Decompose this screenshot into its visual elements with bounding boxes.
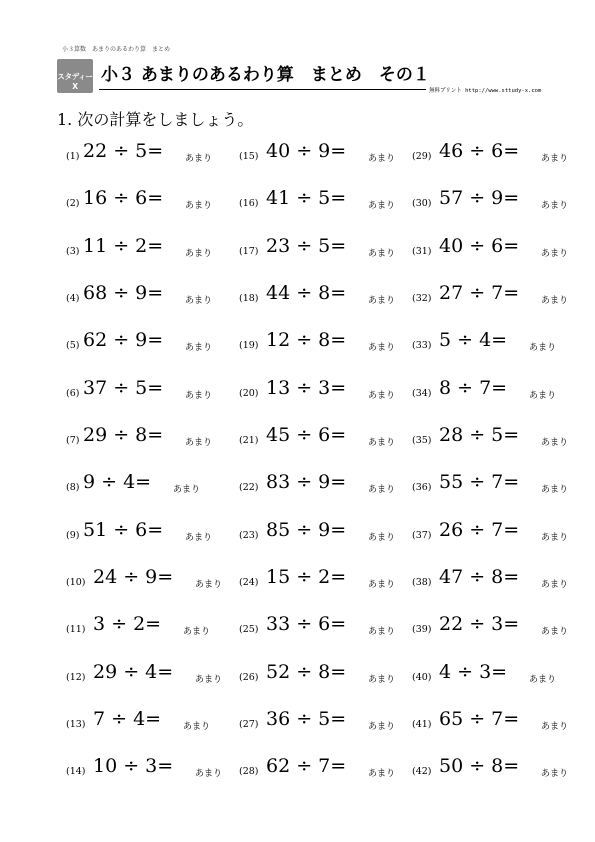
problem-expression: 8 ÷ 7= [439,376,508,399]
remainder-label: あまり [368,343,396,354]
problem-expression: 16 ÷ 6= [83,187,164,210]
problem-expression: 23 ÷ 5= [266,234,347,257]
problem-item [239,613,399,660]
problem-expression: 36 ÷ 5= [266,707,347,730]
problem-number: (14) [66,766,86,778]
remainder-label: あまり [183,721,211,732]
problem-number: (12) [66,671,86,683]
remainder-label: あまり [368,201,396,212]
remainder-label: あまり [368,532,396,543]
problem-number: (36) [412,482,432,494]
problem-item [239,282,399,329]
remainder-label: あまり [541,769,569,780]
remainder-label: あまり [368,248,396,259]
problem-number: (42) [412,766,432,778]
remainder-label: あまり [541,579,569,590]
problem-number: (25) [239,624,259,636]
problem-item [239,755,399,802]
problem-expression: 22 ÷ 5= [83,140,164,162]
problem-item [412,519,572,566]
problem-expression: 62 ÷ 9= [83,329,164,352]
problem-number: (39) [412,624,432,636]
problem-expression: 3 ÷ 2= [93,613,162,636]
problem-expression: 46 ÷ 6= [439,140,520,162]
remainder-label: あまり [185,248,213,259]
problem-expression: 68 ÷ 9= [83,281,164,304]
problem-expression: 11 ÷ 2= [83,234,164,257]
problem-item [66,566,226,613]
problem-item [66,708,226,755]
problem-expression: 28 ÷ 5= [439,423,520,446]
problem-item [239,519,399,566]
problem-expression: 5 ÷ 4= [439,329,508,352]
problem-expression: 15 ÷ 2= [266,565,347,588]
problem-item [66,424,226,471]
remainder-label: あまり [368,154,396,164]
problem-expression: 55 ÷ 7= [439,471,520,494]
remainder-label: あまり [368,295,396,306]
problem-number: (26) [239,671,259,683]
problem-item [239,708,399,755]
remainder-label: あまり [368,674,396,685]
problem-number: (6) [66,387,80,399]
problem-item [412,235,572,282]
problem-expression: 62 ÷ 7= [266,755,347,778]
problem-number: (22) [239,482,259,494]
problem-expression: 51 ÷ 6= [83,518,164,541]
problem-expression: 47 ÷ 8= [439,565,520,588]
problem-item [66,282,226,329]
remainder-label: あまり [185,154,213,164]
problem-expression: 45 ÷ 6= [266,423,347,446]
problem-number: (31) [412,245,432,257]
problem-item [412,755,572,802]
problem-number: (32) [412,292,432,304]
problem-item [66,377,226,424]
problem-item [412,566,572,613]
problem-expression: 52 ÷ 8= [266,660,347,683]
remainder-label: あまり [195,579,223,590]
problem-number: (33) [412,340,432,352]
remainder-label: あまり [368,437,396,448]
remainder-label: あまり [541,485,569,496]
problem-number: (11) [66,624,86,636]
problem-item [66,661,226,708]
problem-number: (19) [239,340,259,352]
problem-number: (28) [239,766,259,778]
problem-expression: 22 ÷ 3= [439,613,520,636]
problem-expression: 41 ÷ 5= [266,187,347,210]
remainder-label: あまり [541,248,569,259]
problem-expression: 10 ÷ 3= [93,755,174,778]
remainder-label: あまり [368,579,396,590]
problem-item [66,329,226,376]
problem-number: (35) [412,434,432,446]
remainder-label: あまり [541,437,569,448]
problem-column-2 [239,140,399,803]
problem-number: (21) [239,434,259,446]
problem-expression: 37 ÷ 5= [83,376,164,399]
problem-expression: 4 ÷ 3= [439,660,508,683]
remainder-label: あまり [368,485,396,496]
problem-number: (27) [239,718,259,730]
problem-item [66,140,226,187]
problem-expression: 26 ÷ 7= [439,518,520,541]
problem-item [239,140,399,187]
problem-item [66,235,226,282]
problem-item [239,424,399,471]
problem-expression: 27 ÷ 7= [439,281,520,304]
page-title: 小３ あまりのあるわり算 まとめ その１ [101,65,430,85]
title-rule [99,89,426,90]
problem-number: (34) [412,387,432,399]
problem-number: (17) [239,245,259,257]
problem-number: (7) [66,434,80,446]
remainder-label: あまり [529,343,557,354]
problem-number: (10) [66,576,86,588]
remainder-label: あまり [529,674,557,685]
problem-number: (41) [412,718,432,730]
remainder-label: あまり [195,769,223,780]
problem-number: (8) [66,482,80,494]
remainder-label: あまり [529,390,557,401]
problem-item [239,471,399,518]
problem-expression: 29 ÷ 8= [83,423,164,446]
problem-expression: 40 ÷ 6= [439,234,520,257]
problem-number: (15) [239,151,259,162]
remainder-label: あまり [541,295,569,306]
problem-number: (5) [66,340,80,352]
remainder-label: あまり [368,769,396,780]
instruction: 1. 次の計算をしましょう。 [57,110,254,129]
problem-number: (16) [239,198,259,210]
problem-column-1 [66,140,226,803]
problem-expression: 12 ÷ 8= [266,329,347,352]
problem-item [239,377,399,424]
problem-item [239,329,399,376]
problem-item [66,755,226,802]
problem-number: (38) [412,576,432,588]
problem-expression: 57 ÷ 9= [439,187,520,210]
remainder-label: あまり [185,390,213,401]
problem-expression: 85 ÷ 9= [266,518,347,541]
problem-expression: 13 ÷ 3= [266,376,347,399]
problem-number: (30) [412,198,432,210]
site-footer-note: 無料プリント http://www.sttudy-x.com [429,88,542,94]
problem-number: (24) [239,576,259,588]
problem-expression: 44 ÷ 8= [266,281,347,304]
problem-expression: 7 ÷ 4= [93,707,162,730]
remainder-label: あまり [368,627,396,638]
problem-item [66,187,226,234]
problem-item [412,377,572,424]
logo [57,59,93,93]
problem-item [412,471,572,518]
remainder-label: あまり [185,532,213,543]
remainder-label: あまり [541,201,569,212]
remainder-label: あまり [368,390,396,401]
remainder-label: あまり [541,532,569,543]
problem-item [412,282,572,329]
remainder-label: あまり [541,154,569,164]
problem-expression: 65 ÷ 7= [439,707,520,730]
problem-item [239,661,399,708]
remainder-label: あまり [183,627,211,638]
problem-item [412,708,572,755]
problem-expression: 9 ÷ 4= [83,471,152,494]
problem-number: (4) [66,292,80,304]
logo-text: スタディーX [57,72,93,91]
problem-number: (23) [239,529,259,541]
problem-number: (40) [412,671,432,683]
problem-item [412,187,572,234]
problem-item [66,519,226,566]
remainder-label: あまり [195,674,223,685]
problem-number: (18) [239,292,259,304]
problem-number: (13) [66,718,86,730]
remainder-label: あまり [368,721,396,732]
problem-item [412,329,572,376]
problem-number: (3) [66,245,80,257]
problem-item [239,235,399,282]
problem-item [66,613,226,660]
remainder-label: あまり [185,295,213,306]
problem-item [412,140,572,187]
problem-expression: 33 ÷ 6= [266,613,347,636]
problem-number: (29) [412,151,432,162]
problem-item [412,424,572,471]
remainder-label: あまり [541,721,569,732]
problem-number: (9) [66,529,80,541]
problem-number: (37) [412,529,432,541]
breadcrumb: 小３算数 あまりのあるわり算 まとめ [62,46,171,53]
problem-number: (2) [66,198,80,210]
problem-item [412,661,572,708]
problem-column-3 [412,140,572,803]
remainder-label: あまり [185,437,213,448]
remainder-label: あまり [173,485,201,496]
problem-item [239,566,399,613]
problem-number: (20) [239,387,259,399]
problem-expression: 29 ÷ 4= [93,660,174,683]
problem-item [412,613,572,660]
problem-item [239,187,399,234]
problem-item [66,471,226,518]
problem-expression: 83 ÷ 9= [266,471,347,494]
problem-expression: 24 ÷ 9= [93,565,174,588]
remainder-label: あまり [185,201,213,212]
remainder-label: あまり [185,343,213,354]
remainder-label: あまり [541,627,569,638]
problem-number: (1) [66,151,80,162]
problem-expression: 40 ÷ 9= [266,140,347,162]
problem-expression: 50 ÷ 8= [439,755,520,778]
